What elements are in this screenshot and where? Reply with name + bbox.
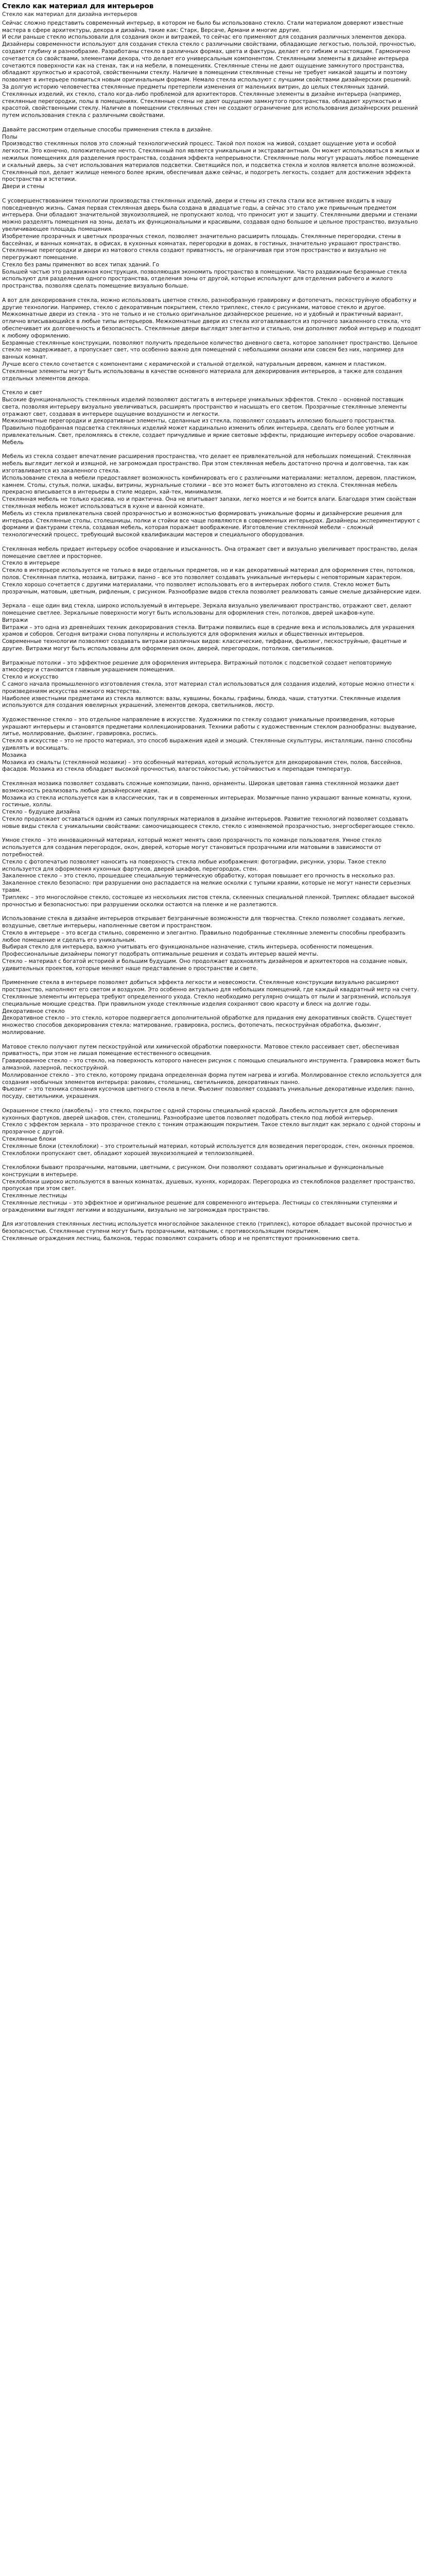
article-paragraph: Мозаика из смальты (стеклянной мозаики) – это особенный материал, который используется для декорирования стен, полов, бассейнов, фасадов. Мозаика из стекла обладает высокой прочностью, влагостойкостью, устойчивостью к перепадам температур.	[2, 759, 403, 773]
article-paragraph: Окрашенное стекло (лакобель) – это стекло, покрытое с одной стороны специальной краской. Лакобель используется для оформления кухонных фартуков, дверей шкафов, стен, столешниц. Разнообразие цветов позволяет подобрать стекло под любой интерьер.	[2, 1107, 398, 1121]
article-paragraph: Стекло в интерьере используется не только в виде отдельных предметов, но и как декоративный материал для оформления стен, потолков, полов. Стеклянная плитка, мозаика, витражи, панно – все это позволяет создавать уникальные интерьеры с неповторимым характером.	[2, 567, 415, 581]
article-paragraph: Стекло с фотопечатью позволяет наносить на поверхность стекла любые изображения: фотографии, рисунки, узоры. Такое стекло используется для оформления кухонных фартуков, дверей шкафов, перегородок, стен.	[2, 858, 386, 872]
article-paragraph: Стеклянная мозаика позволяет создавать сложные композиции, панно, орнаменты. Широкая цветовая гамма стеклянной мозаики дает возможность реализовать любые дизайнерские идеи.	[2, 781, 399, 794]
article-paragraph: Использование стекла в мебели предоставляет возможность комбинировать его с различными материалами: металлом, деревом, пластиком, камнем. Столы, стулья, полки, шкафы, витрины, журнальные столики – все это может быть изготовлено из стекла. Стеклянная мебель прекрасно вписывается в интерьеры в стиле модерн, хай-тек, минимализм.	[2, 474, 417, 496]
article-paragraph: Использование стекла в дизайне интерьеров открывает безграничные возможности для творчества. Стекло позволяет создавать легкие, воздушные, светлые интерьеры, наполненные светом и пространством.	[2, 916, 405, 929]
article-paragraph: Стекло и свет	[2, 389, 43, 396]
article-paragraph: Моллированное стекло – это стекло, которому придана определенная форма путем нагрева и изгиба. Моллированное стекло используется для создания необычных элементов интерьера: раковин, столешниц, светильников, декоративных панно.	[2, 1072, 422, 1086]
article-paragraph: Закаленное стекло – это стекло, прошедшее специальную термическую обработку, которая повышает его прочность в несколько раз. Закаленное стекло безопасно: при разрушении оно распадается на мелкие осколки с тупыми краями, которые не могут нанести серьезных травм.	[2, 873, 411, 894]
article-paragraph: Стекло – материал с богатой историей и большим будущим. Оно продолжает вдохновлять дизайнеров и архитекторов на создание новых, удивительных проектов, которые меняют наше представление о пространстве и свете.	[2, 958, 408, 972]
article-paragraph: Стекло и искусство	[2, 674, 59, 681]
article-paragraph: Большей частью это раздвижная конструкция, позволяющая экономить пространство в помещении. Часто раздвижные безрамные стекла используют для разделения одного пространства, отделения зоны от другой, которые используют для отделения рабочего и жилого пространства, позволяя сделать помещение визуально больше.	[2, 268, 407, 290]
article-paragraph: Лучше всего стекло сочетается с компонентами с керамической и стальной отделкой, натуральным деревом, камнем и пластиком. Стеклянные элементы могут быть использованы в качестве основного материала для декорирования интерьеров, а также для создания отдельных элементов декора.	[2, 361, 403, 382]
article-paragraph: Безрамные стеклянные конструкции, позволяют получить предельное количество дневного света, которое заполняет пространство. Цельное стекло не задерживает, а пропускает свет, что особенно важно для помещений с небольшими окнами или совсем без них, например для ванных комнат.	[2, 340, 417, 361]
article-paragraph: Мебель из стекла привлекательна своей прозрачностью и возможностью формировать уникальные формы и дизайнерские решения для интерьера. Стеклянные столы, столешницы, полки и стойки все чаще появляются в современных интерьерах. Дизайнеры экспериментируют с формами и фактурами стекла, создавая мебель, которая поражает воображение. Изготовление стеклянной мебели – сложный технологический процесс, требующий высокой квалификации мастеров и специального оборудования.	[2, 510, 420, 538]
article-paragraph: И если раньше стекло использовали для создания окон и витражей, то сейчас его применяют для создания различных элементов декора.	[2, 34, 407, 41]
article-paragraph: Мозаика	[2, 752, 27, 758]
article-paragraph: С самого начала промышленного изготовления стекла, этот материал стал использоваться для создания изделий, которые можно отнести к произведениям искусства нежного мастерства.	[2, 681, 415, 694]
article-paragraph: А вот для декорирования стекла, можно использовать цветное стекло, разнообразную гравировку и фотопечать, пескоструйную обработку и другие технологии. Например, стекло с декоративным покрытием, стекло триплекс, стекло с рисунками, матовое стекло и другое.	[2, 297, 416, 311]
article-paragraph: Декоративное стекло	[2, 1008, 65, 1014]
article-paragraph: Стекло продолжает оставаться одним из самых популярных материалов в дизайне интерьеров. Развитие технологий позволяет создавать новые виды стекла с уникальными свойствами: самоочищающееся стекло, стекло с изменяемой прозрачностью, энергосберегающее стекло.	[2, 816, 415, 829]
article-paragraph: Мозаика из стекла используется как в классических, так и в современных интерьерах. Мозаичные панно украшают ванные комнаты, кухни, гостиные, холлы.	[2, 794, 412, 808]
article-paragraph: Сейчас сложно представить современный интерьер, в котором не было бы использовано стекло. Стали материалом доверяют известные мастера в сфере архитектуры, декора и дизайна, такие как: Старк, Версаче, Армани и многие другие.	[2, 20, 404, 33]
article-paragraph: Стеклянные ограждения лестниц, балконов, террас позволяют сохранить обзор и не препятствуют проникновению света.	[2, 1235, 360, 1242]
article-paragraph: Стеклянные лестницы – это эффектное и оригинальное решение для современного интерьера. Лестницы со стеклянными ступенями и ограждениями выглядят легкими и воздушными, визуально не загромождая пространство.	[2, 1200, 397, 1213]
article-paragraph: Художественное стекло – это отдельное направление в искусстве. Художники по стеклу создают уникальные произведения, которые украшают интерьеры и становятся предметами коллекционирования. Техники работы с художественным стеклом разнообразны: выдувание, литье, моллирование, фьюзинг, гравировка, роспись.	[2, 716, 417, 737]
article-paragraph: С усовершенствованием технологии производства стеклянных изделий, двери и стены из стекла стали все активнее входить в нашу повседневную жизнь. Самая первая стеклянная дверь была создана в двадцатые годы, а сейчас это стало уже привычным предметом интерьера. Они обладают значительной звукоизоляцией, не пропускают холод, что приносит уют и защиту. Стеклянными дверьми и стенами можно разделять помещения на зоны, делать их функциональными и красивыми, создавая одно большое и цельное пространство, визуально увеличивающее площадь помещения.	[2, 197, 418, 232]
article-paragraph: Витражи – это одна из древнейших техник декорирования стекла. Витражи появились еще в средние века и использовались для украшения храмов и соборов. Сегодня витражи снова популярны и используются для оформления жилых и общественных интерьеров.	[2, 624, 414, 638]
article-paragraph: Стеклянные блоки (стеклоблоки) – это строительный материал, который используется для возведения перегородок, стен, оконных проемов. Стеклоблоки пропускают свет, обладают хорошей звукоизоляцией и теплоизоляцией.	[2, 1143, 415, 1157]
article-paragraph: Стекло без рамы применяют во всех типах зданий. Го	[2, 261, 160, 268]
article-paragraph: Выбирая стекло для интерьера, важно учитывать его функциональное назначение, стиль интерьера, особенности помещения. Профессиональные дизайнеры помогут подобрать оптимальные решения и создать интерьер вашей мечты.	[2, 944, 374, 958]
article-paragraph: Стеклоблоки бывают прозрачными, матовыми, цветными, с рисунком. Они позволяют создавать оригинальные и функциональные конструкции в интерьере.	[2, 1164, 384, 1178]
article-paragraph: Применение стекла в интерьере позволяет добиться эффекта легкости и невесомости. Стеклянные конструкции визуально расширяют пространство, наполняют его светом и воздухом. Это особенно актуально для небольших помещений, где каждый квадратный метр на счету.	[2, 979, 419, 993]
article-paragraph: Стеклянные блоки	[2, 1136, 56, 1142]
article-paragraph: Полы	[2, 133, 18, 140]
article-paragraph: Изобретение прозрачных и цветных прозрачных стекол, позволяет значительно расширить площадь. Стеклянные перегородки, стены в бассейнах, и ванных комнатах, в офисах, в кухонных комнатах, перегородки в домах, в гостиных, значительно украшают пространство. Стеклянные перегородки и двери из матового стекла создают приватность, не ограничивая при этом пространство и визуально не перегружают помещение.	[2, 233, 401, 261]
article-paragraph: Стеклянная мебель не только красива, но и практична. Она не впитывает запахи, легко моется и не боится влаги. Благодаря этим свойствам стеклянная мебель может использоваться в кухне и ванной комнате.	[2, 496, 416, 510]
article-paragraph: Двери и стены	[2, 183, 45, 190]
article-paragraph: Современные технологии позволяют создавать витражи различных видов: классические, тиффани, фьюзинг, пескоструйные, фацетные и другие. Витражи могут быть использованы для оформления окон, дверей, перегородок, потолков, светильников.	[2, 638, 407, 652]
article-paragraph: Стеклянные элементы интерьера требуют определенного ухода. Стекло необходимо регулярно очищать от пыли и загрязнений, используя специальные моющие средства. При правильном уходе стеклянные изделия сохраняют свою красоту и блеск на долгие годы.	[2, 993, 411, 1007]
article-paragraph: Гравированное стекло – это стекло, на поверхность которого нанесен рисунок с помощью специального инструмента. Гравировка может быть алмазной, лазерной, пескоструйной.	[2, 1058, 421, 1071]
article-title: Стекло как материал для интерьеров	[2, 3, 154, 10]
article-paragraph: Стекло в интерьере	[2, 560, 60, 567]
article-paragraph: Стекло хорошо сочетается с другими материалами, что позволяет использовать его в интерьерах любого стиля. Стекло может быть прозрачным, матовым, цветным, рифленым, с рисунком. Разнообразие видов стекла позволяет реализовать самые смелые дизайнерские идеи.	[2, 581, 422, 595]
article-body	[2, 20, 422, 1243]
article-paragraph: Давайте рассмотрим отдельные способы применения стекла в дизайне.	[2, 126, 213, 133]
article-paragraph: Межкомнатные перегородки и декоративные элементы, сделанные из стекла, позволяют создавать иллюзию большего пространства. Правильно подобранная подсветка стеклянных изделий может кардинально изменить облик интерьера, сделать его более уютным и привлекательным. Свет, преломляясь в стекле, создает причудливые и яркие световые эффекты, придающие интерьеру особое очарование.	[2, 418, 415, 439]
article-paragraph: Триплекс – это многослойное стекло, состоящее из нескольких листов стекла, склеенных специальной пленкой. Триплекс обладает высокой прочностью и безопасностью: при разрушении осколки остаются на пленке и не разлетаются.	[2, 894, 414, 908]
article-paragraph: Высокие функциональность стеклянных изделий позволяют достигать в интерьере уникальных эффектов. Стекло – основной поставщик света, позволяя интерьеру визуально увеличиваться, расширять пространство и насыщать его светом. Прозрачные стеклянные элементы отражают свет, создавая в интерьере ощущение воздушности и легкости.	[2, 397, 407, 417]
article-paragraph: Мебель	[2, 439, 24, 446]
article-paragraph: Дизайнеры современности используют для создания стекла стекло с различными свойствами, обладающие легкостью, пользой, прочностью, создают глубину и разнообразие. Разработаны стекло в различных формах, цвета и фактуры, делает его гибким и настоящим. Гармонично сочетается со свойствами, элементами декора, что делает его универсальным компонентом. Стеклянными элементы в дизайне интерьера сочетаются поверхности как на стенах, так и на мебели, в помещениях. Стеклянные стены не дают ощущение замкнутого пространства, обладают хрупкостью и красотой, свойственными стеклу. Наличие в помещении стеклянные стены не требует никакой защиты и поэтому позволяет в интерьере появиться новым оригинальным формам. Немало стекла используют с лучшими свойствами дизайнерских решений.	[2, 41, 416, 83]
article-paragraph: За долгую историю человечества стеклянные предметы претерпели изменения от маленьких витрин, до целых стеклянных зданий. Стеклянных изделий, их стекло, стало когда-либо проблемой для архитекторов. Стеклянные элементы в дизайне интерьера (например, стеклянные перегородки, полы в помещениях. Стеклянные стены не дают ощущение замкнутого пространства, обладают хрупкостью и красотой, свойственными стеклу. Наличие в помещении стеклянных стен не создают ограничение для использования дизайнерских решений путем использования стекла с различными свойствами.	[2, 83, 418, 119]
article-paragraph: Витражные потолки – это эффектное решение для оформления интерьера. Витражный потолок с подсветкой создает неповторимую атмосферу и становится главным украшением помещения.	[2, 659, 392, 673]
article-paragraph: Стеклоблоки широко используются в ванных комнатах, душевых, кухнях, коридорах. Перегородка из стеклоблоков разделяет пространство, пропуская при этом свет.	[2, 1178, 415, 1192]
article-paragraph: Межкомнатные двери из стекла - это не только и не столько оригинальное дизайнерское решение, но и удобный и практичный вариант, отлично вписывающийся в любые типы интерьеров. Межкомнатные двери из стекла изготавливаются из прочного закаленного стекла, что обеспечивает их долговечность и безопасность. Стеклянные двери выглядят элегантно и стильно, они дополняют любой интерьер и подходят к любому оформлению.	[2, 311, 421, 339]
article-paragraph: Стекло в искусстве – это не просто материал, это способ выражения идей и эмоций. Стеклянные скульптуры, инсталляции, панно способны удивлять и восхищать.	[2, 738, 412, 752]
article-paragraph: Умное стекло – это инновационный материал, который может менять свою прозрачность по команде пользователя. Умное стекло используется для создания перегородок, окон, дверей, которые могут становиться прозрачными или матовыми в зависимости от потребностей.	[2, 837, 382, 858]
article-paragraph: Стеклянная мебель придает интерьеру особое очарование и изысканность. Она отражает свет и визуально увеличивает пространство, делая помещение светлее и просторнее.	[2, 546, 417, 560]
article-paragraph: Мебель из стекла создает впечатление расширения пространства, что делает ее привлекательной для небольших помещений. Стеклянная мебель выглядит легкой и изящной, не загромождая пространство. При этом стеклянная мебель достаточно прочна и долговечна, так как изготавливается из закаленного стекла.	[2, 453, 411, 474]
article-paragraph: Витражи	[2, 617, 28, 623]
article-paragraph: Матовое стекло получают путем пескоструйной или химической обработки поверхности. Матовое стекло рассеивает свет, обеспечивая приватность, при этом не лишая помещение естественного освещения.	[2, 1043, 399, 1057]
article-paragraph: Стеклянные лестницы	[2, 1193, 67, 1199]
article-paragraph: Для изготовления стеклянных лестниц используется многослойное закаленное стекло (триплекс), которое обладает высокой прочностью и безопасностью. Стеклянные ступени могут быть прозрачными, матовыми, с противоскользящим покрытием.	[2, 1221, 412, 1235]
article-paragraph: Производство стеклянных полов это сложный технологический процесс. Такой пол похож на живой, создает ощущение уюта и особой легкости. Это конечно, положительное нечто. Стеклянный пол является уникальным и экстравагантным. Он может использоваться в жилых и нежилых помещениях для разделения пространства, создания эффекта непрерывности. Стеклянные полы могут украшать любое помещение и скальный дверь, за счет использования материалов подсветки. Светящийся пол, и подсветка стекла и холлов является вполне возможной. Стеклянный пол, делает жилище немного более ярким, обеспечивая даже сейчас, и подогреть легкость, создает для достижения эффекта пространства и эстетики.	[2, 141, 420, 183]
article-subtitle: Стекло как материал для дизайна интерьеров	[2, 11, 137, 18]
article-paragraph: Наиболее известными предметами из стекла являются: вазы, кувшины, бокалы, графины, блюда, чаши, статуэтки. Стеклянные изделия используются для создания ювелирных украшений, элементов декора, светильников, люстр.	[2, 695, 401, 709]
article-paragraph: Стекло с эффектом зеркала – это прозрачное стекло с тонким отражающим покрытием. Такое стекло выглядит как зеркало с одной стороны и прозрачное с другой.	[2, 1122, 421, 1136]
article-page	[0, 0, 422, 1243]
article-paragraph: Зеркала – еще один вид стекла, широко используемый в интерьере. Зеркала визуально увеличивают пространство, отражают свет, делают помещение светлее. Зеркальные поверхности могут быть использованы для оформления стен, потолков, дверей шкафов-купе.	[2, 603, 412, 616]
article-paragraph: Стекло в интерьере – это всегда стильно, современно и элегантно. Правильно подобранные стеклянные элементы способны преобразить любое помещение и сделать его уникальным.	[2, 929, 406, 943]
article-paragraph: Стекло – будущее дизайна	[2, 809, 80, 816]
article-paragraph: Декоративное стекло – это стекло, которое подвергается дополнительной обработке для придания ему декоративных свойств. Существует множество способов декорирования стекла: матирование, гравировка, роспись, фотопечать, пескоструйная обработка, фьюзинг, моллирование.	[2, 1015, 412, 1036]
article-paragraph: Фьюзинг – это техника спекания кусочков цветного стекла в печи. Фьюзинг позволяет создавать уникальные декоративные изделия: панно, посуду, светильники, украшения.	[2, 1086, 414, 1100]
